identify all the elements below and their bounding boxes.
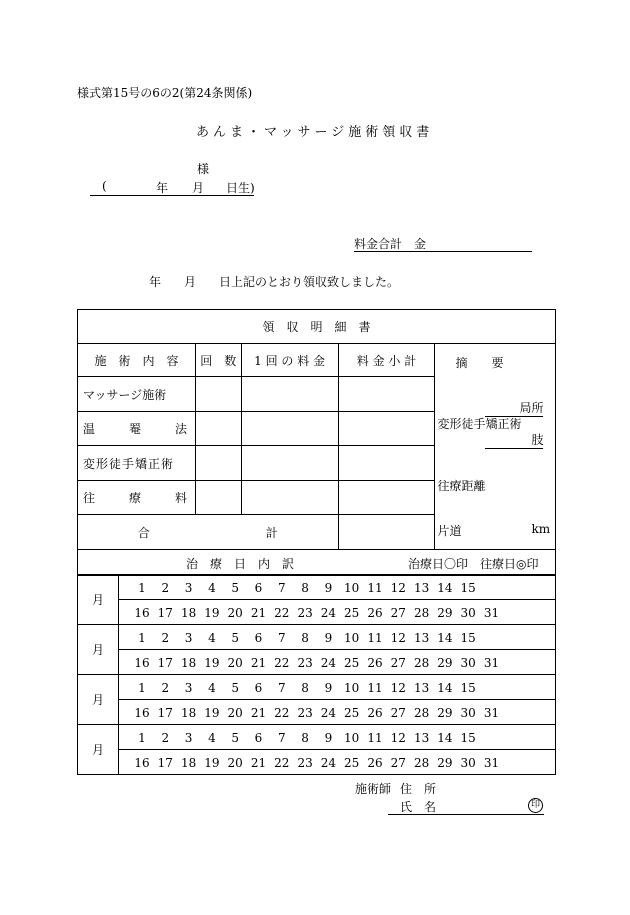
day-number: 7 — [277, 681, 286, 695]
remarks-km-label: km — [531, 522, 551, 536]
treatment-day-row — [78, 750, 556, 775]
day-number: 2 — [161, 731, 170, 745]
birth-open-paren: ( — [102, 179, 107, 193]
day-number: 14 — [437, 681, 453, 695]
day-number: 8 — [301, 631, 309, 645]
cell-housecall-subtotal — [338, 480, 435, 515]
day-number: 18 — [180, 706, 197, 720]
day-number: 16 — [134, 756, 150, 770]
days-cell — [119, 725, 556, 750]
day-number: 11 — [367, 681, 383, 695]
day-number: 28 — [413, 706, 430, 720]
day-number: 3 — [184, 731, 193, 745]
cell-massage-unit — [241, 377, 338, 412]
col-treatment-content — [78, 344, 196, 377]
day-number: 27 — [390, 656, 406, 670]
days-cell — [119, 575, 556, 600]
date-year-label: 年 — [149, 275, 162, 289]
day-number: 1 — [138, 631, 146, 645]
day-number: 20 — [227, 656, 243, 670]
day-number: 1 — [138, 681, 146, 695]
cell-compress-subtotal — [338, 411, 435, 446]
total-row — [78, 515, 339, 550]
row-massage — [78, 377, 196, 412]
day-number: 28 — [413, 756, 430, 770]
day-number: 18 — [180, 756, 197, 770]
day-number: 23 — [297, 706, 313, 720]
col-count — [195, 344, 241, 377]
month-label: 月 — [91, 693, 104, 707]
treatment-day-row — [78, 600, 556, 625]
day-number: 27 — [390, 756, 406, 770]
day-number: 31 — [483, 606, 500, 620]
days-cell — [119, 750, 556, 775]
day-number: 24 — [320, 756, 337, 770]
day-number: 25 — [344, 656, 360, 670]
day-number: 20 — [227, 706, 243, 720]
practitioner-address-label: 住 所 — [400, 782, 437, 796]
day-number: 21 — [250, 606, 267, 620]
day-number: 14 — [437, 631, 453, 645]
total-amount-line — [354, 235, 532, 252]
day-number: 22 — [274, 656, 290, 670]
treatment-heading-row — [78, 550, 556, 576]
row-hot-compress-text: 温 罨 法 — [83, 422, 187, 437]
recipient-birth-line — [90, 179, 254, 196]
day-number: 13 — [413, 631, 430, 645]
day-number: 9 — [324, 581, 333, 595]
day-number: 15 — [460, 681, 476, 695]
day-number: 2 — [161, 581, 170, 595]
treatment-day-row — [78, 625, 556, 650]
day-number: 19 — [204, 756, 220, 770]
cell-massage-subtotal — [338, 377, 435, 412]
day-number: 6 — [254, 681, 263, 695]
date-month-label: 月 — [184, 275, 197, 289]
day-number: 27 — [390, 706, 406, 720]
day-number: 19 — [204, 656, 220, 670]
day-number: 18 — [180, 606, 197, 620]
day-number: 19 — [204, 606, 220, 620]
col-unit-fee — [241, 344, 338, 377]
cell-massage-count — [195, 377, 241, 412]
day-number: 23 — [297, 606, 313, 620]
day-number: 22 — [274, 606, 290, 620]
day-number: 3 — [184, 681, 193, 695]
treatment-day-row — [78, 675, 556, 700]
day-number: 14 — [437, 731, 453, 745]
day-number: 26 — [367, 756, 383, 770]
day-number: 8 — [301, 581, 309, 595]
remarks-column — [435, 344, 556, 550]
day-number: 28 — [413, 606, 430, 620]
document-title: あんま・マッサージ施術領収書 — [196, 125, 434, 140]
day-number: 3 — [184, 581, 193, 595]
treatment-day-row — [78, 700, 556, 725]
day-number: 13 — [413, 731, 430, 745]
cell-housecall-count — [195, 480, 241, 515]
day-number: 7 — [277, 581, 286, 595]
month-cell — [78, 675, 119, 725]
day-number: 15 — [460, 731, 476, 745]
day-number: 16 — [134, 606, 150, 620]
day-number: 30 — [460, 706, 476, 720]
row-hot-compress — [78, 411, 196, 446]
day-number: 2 — [161, 631, 170, 645]
treatment-heading: 治 療 日 内 訳 — [186, 557, 295, 571]
day-number: 24 — [320, 706, 337, 720]
day-number: 13 — [413, 581, 430, 595]
day-number: 8 — [301, 731, 309, 745]
day-number: 4 — [208, 731, 216, 745]
treatment-day-row — [78, 650, 556, 675]
day-number: 6 — [254, 631, 263, 645]
day-number: 1 — [138, 731, 146, 745]
day-number: 9 — [324, 681, 333, 695]
day-number: 29 — [437, 606, 453, 620]
cell-compress-count — [195, 411, 241, 446]
cell-deformity-count — [195, 446, 241, 481]
day-number: 8 — [301, 681, 309, 695]
form-number: 様式第15号の6の2(第24条関係) — [77, 86, 253, 100]
day-number: 3 — [184, 631, 193, 645]
days-cell — [119, 675, 556, 700]
day-number: 12 — [390, 731, 406, 745]
birth-year-label: 年 — [156, 181, 169, 195]
cell-housecall-unit — [241, 480, 338, 515]
day-number: 5 — [231, 681, 239, 695]
cell-grand-total — [338, 515, 435, 550]
col-treatment-content-text: 施 術 内 容 — [94, 353, 179, 368]
birth-month-label: 月 — [192, 181, 205, 195]
month-cell — [78, 625, 119, 675]
day-number: 10 — [344, 631, 360, 645]
day-number: 4 — [208, 631, 216, 645]
day-number: 14 — [437, 581, 453, 595]
day-number: 31 — [483, 756, 500, 770]
row-house-call — [78, 480, 196, 515]
day-number: 26 — [367, 606, 383, 620]
day-number: 30 — [460, 756, 476, 770]
detail-heading — [78, 310, 556, 344]
day-number: 17 — [157, 706, 173, 720]
day-number: 30 — [460, 656, 476, 670]
cell-compress-unit — [241, 411, 338, 446]
day-number: 9 — [324, 731, 333, 745]
remarks-limb-line — [485, 431, 543, 449]
month-label: 月 — [91, 743, 104, 757]
remarks-deform-label: 変形徒手矯正術 — [437, 417, 522, 431]
row-deformity — [78, 446, 196, 481]
col-subtotal-text: 料 金 小 計 — [356, 353, 417, 368]
treatment-legend: 治療日〇印 往療日◎印 — [408, 557, 539, 571]
day-number: 5 — [231, 731, 239, 745]
total-amount-label: 料金合計 金 — [354, 237, 427, 251]
day-number: 29 — [437, 756, 453, 770]
day-number: 17 — [157, 606, 173, 620]
practitioner-name-line — [388, 798, 544, 815]
col-unit-fee-text: 1 回 の 料 金 — [254, 353, 326, 368]
cell-deformity-unit — [241, 446, 338, 481]
seal-mark: 印 — [528, 798, 543, 813]
remarks-office-text: 局所 — [519, 401, 544, 415]
day-number: 25 — [344, 606, 360, 620]
practitioner-title: 施術師 — [355, 782, 392, 796]
day-number: 26 — [367, 706, 383, 720]
receipt-statement: 日上記のとおり領収致しました。 — [219, 275, 400, 289]
day-number: 21 — [250, 656, 267, 670]
day-number: 23 — [297, 656, 313, 670]
remarks-oneway-label: 片道 — [437, 524, 462, 538]
day-number: 24 — [320, 656, 337, 670]
day-number: 31 — [483, 706, 500, 720]
day-number: 25 — [344, 756, 360, 770]
day-number: 19 — [204, 706, 220, 720]
cell-deformity-subtotal — [338, 446, 435, 481]
day-number: 25 — [344, 706, 360, 720]
treatment-day-row — [78, 725, 556, 750]
day-number: 2 — [161, 681, 170, 695]
col-count-text: 回 数 — [200, 353, 237, 368]
day-number: 20 — [227, 606, 243, 620]
day-number: 28 — [413, 656, 430, 670]
day-number: 11 — [367, 581, 383, 595]
day-number: 6 — [254, 581, 263, 595]
day-number: 9 — [324, 631, 333, 645]
day-number: 29 — [437, 656, 453, 670]
day-number: 6 — [254, 731, 263, 745]
day-number: 22 — [274, 756, 290, 770]
day-number: 30 — [460, 606, 476, 620]
remarks-heading: 摘 要 — [455, 356, 504, 370]
treatment-day-row — [78, 575, 556, 600]
day-number: 12 — [390, 581, 406, 595]
detail-heading-text: 領 収 明 細 書 — [262, 320, 371, 334]
day-number: 18 — [180, 656, 197, 670]
day-number: 26 — [367, 656, 383, 670]
day-number: 17 — [157, 656, 173, 670]
row-house-call-text: 往 療 料 — [83, 491, 187, 506]
day-number: 31 — [483, 656, 500, 670]
day-number: 17 — [157, 756, 173, 770]
day-number: 12 — [390, 681, 406, 695]
days-cell — [119, 600, 556, 625]
day-number: 5 — [231, 581, 239, 595]
day-number: 23 — [297, 756, 313, 770]
day-number: 5 — [231, 631, 239, 645]
day-number: 11 — [367, 631, 383, 645]
month-label: 月 — [91, 643, 104, 657]
day-number: 24 — [320, 606, 337, 620]
month-label: 月 — [91, 593, 104, 607]
day-number: 20 — [227, 756, 243, 770]
day-number: 15 — [460, 631, 476, 645]
row-massage-text: マッサージ施術 — [83, 387, 167, 402]
day-number: 10 — [344, 731, 360, 745]
day-number: 11 — [367, 731, 383, 745]
day-number: 10 — [344, 581, 360, 595]
remarks-limb-text: 肢 — [531, 433, 544, 447]
treatment-days-body — [78, 575, 556, 775]
recipient-sama: 様 — [197, 162, 210, 176]
col-subtotal — [338, 344, 435, 377]
total-row-text: 合 計 — [137, 525, 278, 540]
day-number: 1 — [138, 581, 146, 595]
days-cell — [119, 700, 556, 725]
day-number: 12 — [390, 631, 406, 645]
day-number: 10 — [344, 681, 360, 695]
day-number: 7 — [277, 631, 286, 645]
month-cell — [78, 575, 119, 625]
days-cell — [119, 625, 556, 650]
day-number: 16 — [134, 656, 150, 670]
day-number: 4 — [208, 681, 216, 695]
day-number: 7 — [277, 731, 286, 745]
day-number: 27 — [390, 606, 406, 620]
receipt-detail-table — [77, 309, 556, 775]
month-cell — [78, 725, 119, 775]
day-number: 22 — [274, 706, 290, 720]
remarks-distance-label: 往療距離 — [437, 479, 486, 493]
day-number: 21 — [250, 756, 267, 770]
day-number: 16 — [134, 706, 150, 720]
practitioner-name-label: 氏 名 — [400, 800, 437, 814]
day-number: 13 — [413, 681, 430, 695]
day-number: 4 — [208, 581, 216, 595]
row-deformity-text: 変形徒手矯正術 — [83, 456, 175, 471]
day-number: 21 — [250, 706, 267, 720]
day-number: 15 — [460, 581, 476, 595]
birth-day-label: 日生) — [226, 181, 255, 195]
days-cell — [119, 650, 556, 675]
day-number: 29 — [437, 706, 453, 720]
